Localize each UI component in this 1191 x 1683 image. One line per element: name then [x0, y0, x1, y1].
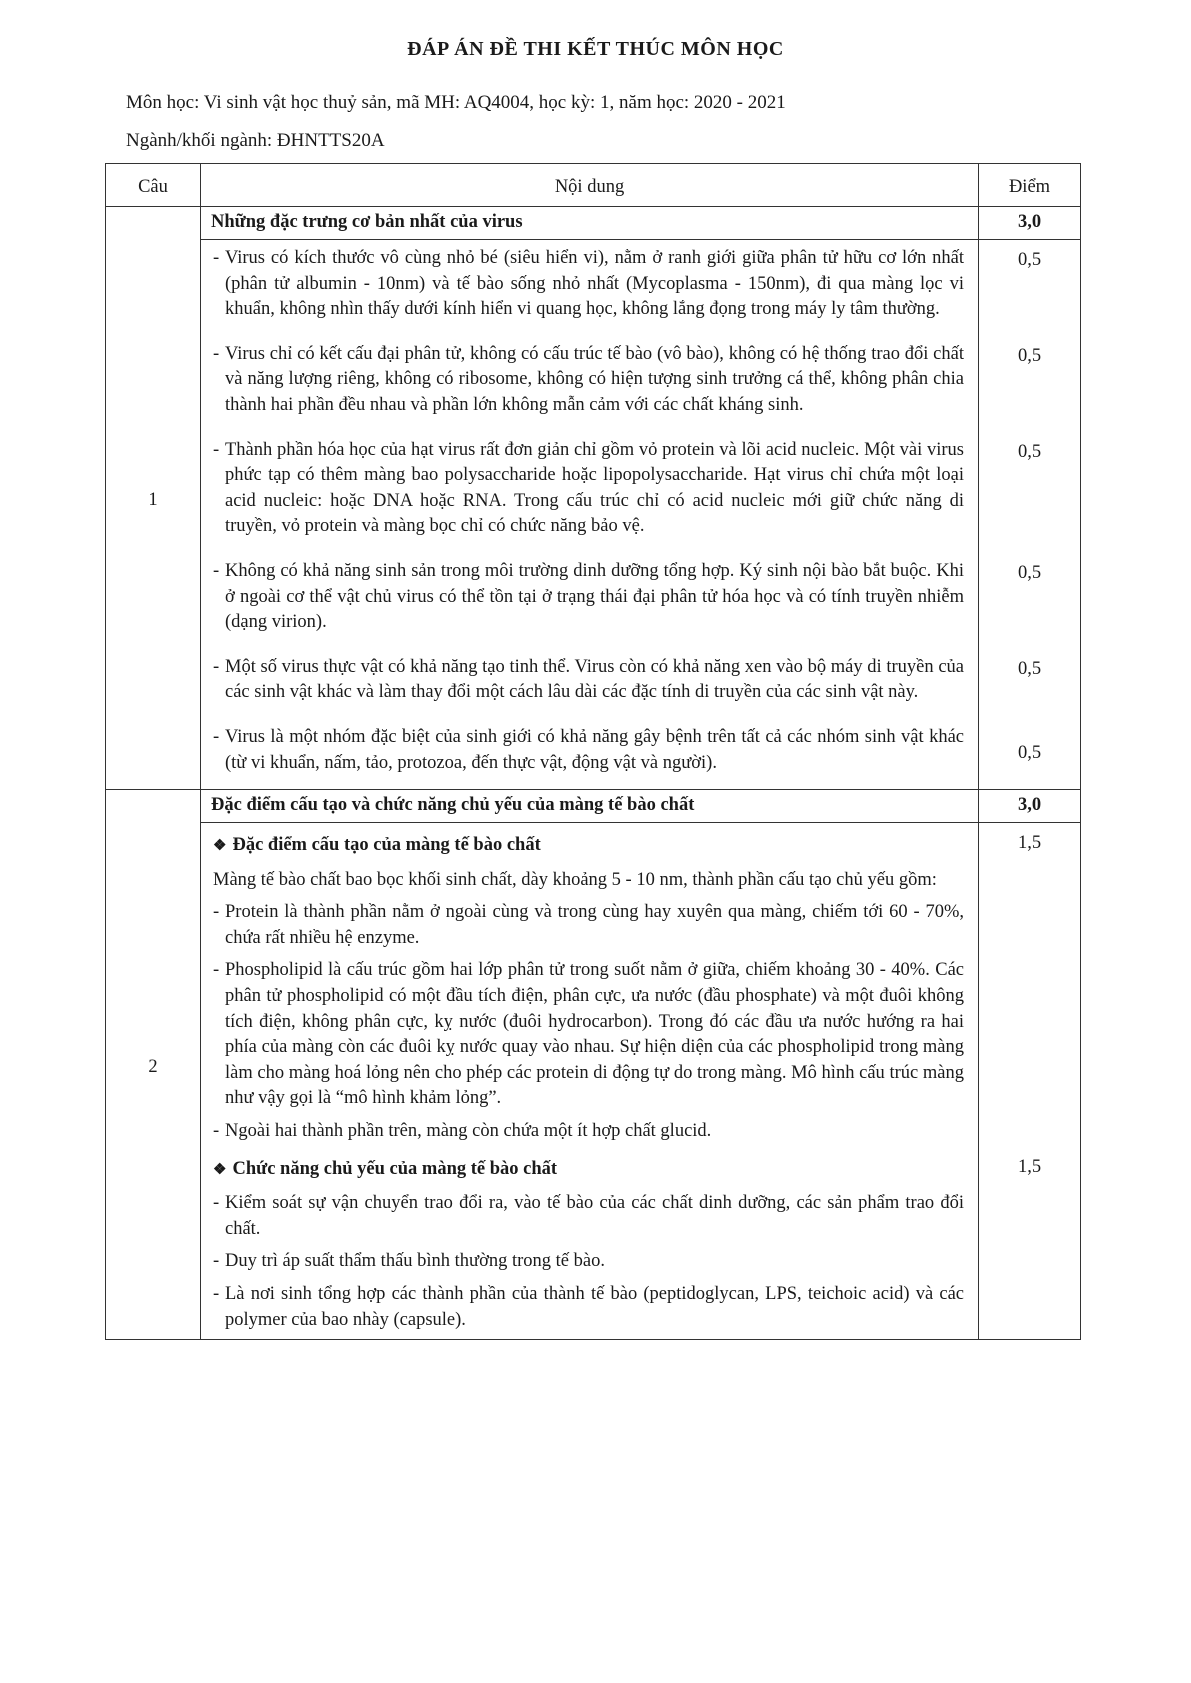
q2-heading-row	[106, 790, 1081, 823]
q1-item-4: Không có khả năng sinh sản trong môi trường dinh dưỡng tổng hợp. Ký sinh nội bào bắt buộc. Khi ở ngoài cơ thể vật chủ virus có thể tồn tại ở trạng thái đại phân tử hóa học và có tính truyền nhiễm (dạng virion).	[225, 560, 964, 633]
q1-item-3: Thành phần hóa học của hạt virus rất đơn giản chỉ gồm vỏ protein và lõi acid nucleic. Một vài virus phức tạp có thêm màng bao polysaccharide hoặc lipopolysaccharide. Hạt virus chỉ chứa một loại acid nucleic: hoặc DNA hoặc RNA. Trong cấu trúc chỉ có acid nucleic mới giữ chức năng di truyền, vỏ protein và màng bọc chỉ có chức năng bảo vệ.	[225, 439, 964, 537]
table-row: ❖ Đặc điểm cấu tạo của màng tế bào chất Màng tế bào chất bao bọc khối sinh chất, dày khoảng 5 - 10 nm, thành phần cấu tạo chủ yếu gồm: - Protein là thành phần nằm ở ngoài cùng và trong cùng hay xuyên qua màng, chiếm tới 60 - 70%, chứa rất nhiều hệ enzyme. - Phospholipid là cấu trúc gồm hai lớp phân tử trong suốt nằm ở giữa, chiếm khoảng 30 - 40%. Các phân tử phospholipid có một đầu tích điện, phân cực, ưa nước (đầu phosphate) và một đuôi không tích điện, không phân cực, kỵ nước (đuôi hydrocarbon). Trong đó các đầu ưa nước hướng ra hai phía của màng còn các đuôi kỵ nước quay vào nhau. Sự hiện diện của các phospholipid trong màng làm cho màng hoá lỏng nên cho phép các protein di động tự do trong màng. Mô hình cấu trúc màng như vậy gọi là “mô hình khảm lỏng”. - Ngoài hai thành phần trên, màng còn chứa một ít hợp chất glucid. 1,5	[106, 823, 1081, 1153]
q1-item-5: Một số virus thực vật có khả năng tạo tinh thể. Virus còn có khả năng xen vào bộ máy di truyền của các sinh vật khác và làm thay đổi một cách lâu dài các đặc tính di truyền của các sinh vật này.	[225, 656, 964, 703]
q1-item-5-score: 0,5	[979, 649, 1081, 719]
table-row: - Virus có kích thước vô cùng nhỏ bé (siêu hiển vi), nằm ở ranh giới giữa phân tử hữu cơ lớn nhất (phân tử albumin - 10nm) và tế bào sống nhỏ nhất (Mycoplasma - 150nm), đi qua màng lọc vi khuẩn, không nhìn thấy dưới kính hiển vi quang học, không lắng đọng trong máy ly tâm thường. 0,5	[106, 240, 1081, 336]
table-row: - Virus là một nhóm đặc biệt của sinh giới có khả năng gây bệnh trên tất cả các nhóm sinh vật khác (từ vi khuẩn, nấm, tảo, protozoa, đến thực vật, động vật và người). 0,5	[106, 719, 1081, 790]
q2-part2-subheading: Chức năng chủ yếu của màng tế bào chất	[232, 1158, 558, 1179]
q2-part2-bullet-3: Là nơi sinh tổng hợp các thành phần của thành tế bào (peptidoglycan, LPS, teichoic acid) và các polymer của bao nhày (capsule).	[225, 1284, 964, 1330]
q2-total: 3,0	[979, 790, 1081, 823]
q1-item-6-score: 0,5	[979, 719, 1081, 790]
header-content: Nội dung	[201, 164, 979, 207]
header-question: Câu	[106, 164, 201, 207]
table-header-row	[106, 164, 1081, 207]
diamond-bullet-icon: ❖	[213, 838, 227, 855]
q1-heading: Những đặc trưng cơ bản nhất của virus	[201, 207, 979, 240]
q1-heading-row	[106, 207, 1081, 240]
answer-table	[105, 163, 1081, 1340]
course-info: Môn học: Vi sinh vật học thuỷ sản, mã MH: AQ4004, học kỳ: 1, năm học: 2020 - 2021	[126, 92, 786, 113]
document-title: ĐÁP ÁN ĐỀ THI KẾT THÚC MÔN HỌC	[407, 38, 784, 60]
table-row: - Không có khả năng sinh sản trong môi trường dinh dưỡng tổng hợp. Ký sinh nội bào bắt buộc. Khi ở ngoài cơ thể vật chủ virus có thể tồn tại ở trạng thái đại phân tử hóa học và có tính truyền nhiễm (dạng virion). 0,5	[106, 553, 1081, 649]
q2-part1-bullet-1: Protein là thành phần nằm ở ngoài cùng và trong cùng hay xuyên qua màng, chiếm tới 60 - 70%, chứa rất nhiều hệ enzyme.	[225, 902, 964, 948]
q1-item-2: Virus chỉ có kết cấu đại phân tử, không có cấu trúc tế bào (vô bào), không có hệ thống trao đổi chất và năng lượng riêng, không có ribosome, không có hiện tượng sinh trưởng cá thể, không phân chia thành hai phần đều nhau và phần lớn không mẫn cảm với các chất kháng sinh.	[225, 343, 964, 415]
table-row: - Một số virus thực vật có khả năng tạo tinh thể. Virus còn có khả năng xen vào bộ máy di truyền của các sinh vật khác và làm thay đổi một cách lâu dài các đặc tính di truyền của các sinh vật này. 0,5	[106, 649, 1081, 719]
q1-item-1: Virus có kích thước vô cùng nhỏ bé (siêu hiển vi), nằm ở ranh giới giữa phân tử hữu cơ lớn nhất (phân tử albumin - 10nm) và tế bào sống nhỏ nhất (Mycoplasma - 150nm), đi qua màng lọc vi khuẩn, không nhìn thấy dưới kính hiển vi quang học, không lắng đọng trong máy ly tâm thường.	[225, 248, 964, 320]
q2-part1-bullet-3: Ngoài hai thành phần trên, màng còn chứa một ít hợp chất glucid.	[225, 1121, 712, 1142]
q2-part1-bullet-2: Phospholipid là cấu trúc gồm hai lớp phân tử trong suốt nằm ở giữa, chiếm khoảng 30 - 40%. Các phân tử phospholipid có một đầu tích điện, phân cực, ưa nước (đầu phosphate) và một đuôi không tích điện, không phân cực, kỵ nước (đuôi hydrocarbon). Trong đó các đầu ưa nước hướng ra hai phía của màng còn các đuôi kỵ nước quay vào nhau. Sự hiện diện của các phospholipid trong màng làm cho màng hoá lỏng nên cho phép các protein di động tự do trong màng. Mô hình cấu trúc màng như vậy gọi là “mô hình khảm lỏng”.	[225, 960, 964, 1109]
q1-number: 1	[106, 207, 201, 790]
q1-item-6: Virus là một nhóm đặc biệt của sinh giới có khả năng gây bệnh trên tất cả các nhóm sinh vật khác (từ vi khuẩn, nấm, tảo, protozoa, đến thực vật, động vật và người).	[225, 726, 964, 773]
q1-total: 3,0	[979, 207, 1081, 240]
header-score: Điểm	[979, 164, 1081, 207]
q2-part1-intro: Màng tế bào chất bao bọc khối sinh chất, dày khoảng 5 - 10 nm, thành phần cấu tạo chủ yếu gồm:	[213, 869, 937, 890]
q1-item-4-score: 0,5	[979, 553, 1081, 649]
q2-part2-score: 1,5	[979, 1153, 1081, 1340]
q2-part1-score: 1,5	[979, 823, 1081, 1153]
major-info: Ngành/khối ngành: ĐHNTTS20A	[126, 130, 385, 151]
table-row: - Thành phần hóa học của hạt virus rất đơn giản chỉ gồm vỏ protein và lõi acid nucleic. Một vài virus phức tạp có thêm màng bao polysaccharide hoặc lipopolysaccharide. Hạt virus chỉ chứa một loại acid nucleic: hoặc DNA hoặc RNA. Trong cấu trúc chỉ có acid nucleic mới giữ chức năng di truyền, vỏ protein và màng bọc chỉ có chức năng bảo vệ. 0,5	[106, 432, 1081, 553]
diamond-bullet-icon: ❖	[213, 1161, 227, 1178]
q1-item-2-score: 0,5	[979, 336, 1081, 432]
q2-part2-bullet-1: Kiểm soát sự vận chuyển trao đổi ra, vào tế bào của các chất dinh dưỡng, các sản phẩm trao đổi chất.	[225, 1193, 964, 1239]
q2-part2-bullet-2: Duy trì áp suất thẩm thấu bình thường trong tế bào.	[225, 1251, 605, 1272]
q2-number: 2	[106, 790, 201, 1340]
table-row: ❖ Chức năng chủ yếu của màng tế bào chất - Kiểm soát sự vận chuyển trao đổi ra, vào tế bào của các chất dinh dưỡng, các sản phẩm trao đổi chất. - Duy trì áp suất thẩm thấu bình thường trong tế bào. - Là nơi sinh tổng hợp các thành phần của thành tế bào (peptidoglycan, LPS, teichoic acid) và các polymer của bao nhày (capsule). 1,5	[106, 1153, 1081, 1340]
q1-item-1-score: 0,5	[979, 240, 1081, 336]
q1-item-3-score: 0,5	[979, 432, 1081, 553]
q2-part1-subheading: Đặc điểm cấu tạo của màng tế bào chất	[232, 835, 541, 856]
q2-heading: Đặc điểm cấu tạo và chức năng chủ yếu của màng tế bào chất	[201, 790, 979, 823]
table-row: - Virus chỉ có kết cấu đại phân tử, không có cấu trúc tế bào (vô bào), không có hệ thống trao đổi chất và năng lượng riêng, không có ribosome, không có hiện tượng sinh trưởng cá thể, không phân chia thành hai phần đều nhau và phần lớn không mẫn cảm với các chất kháng sinh. 0,5	[106, 336, 1081, 432]
